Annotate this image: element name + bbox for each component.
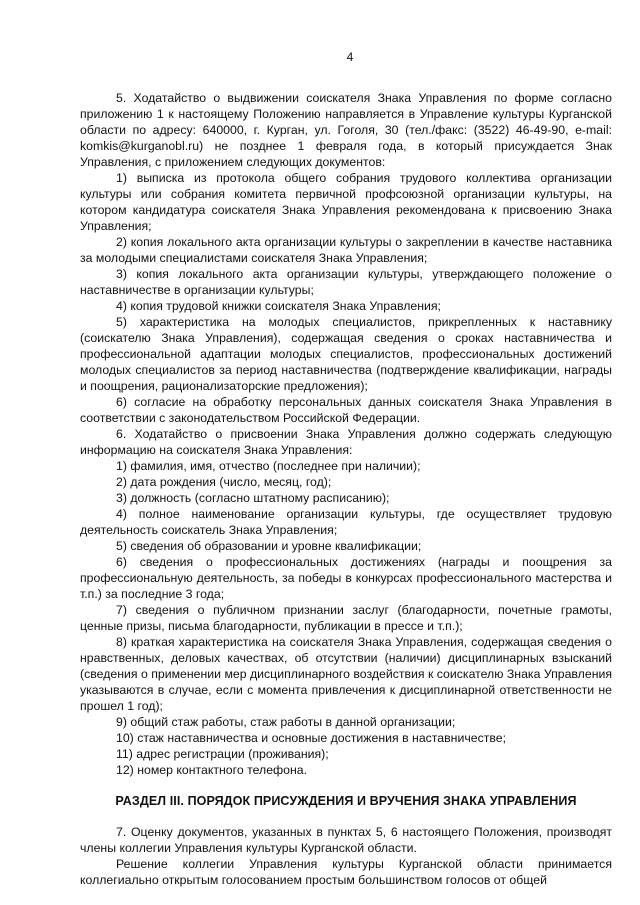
paragraph: 3) должность (согласно штатному расписанию); xyxy=(116,491,390,505)
paragraph: 1) фамилия, имя, отчество (последнее при наличии); xyxy=(116,459,421,473)
paragraph: 3) копия локального акта организации культуры, утверждающего положение о наставничестве в организации культуры; xyxy=(80,267,612,297)
paragraph: 2) дата рождения (число, месяц, год); xyxy=(116,475,332,489)
paragraph: 5. Ходатайство о выдвижении соискателя Знака Управления по форме согласно приложению 1 к настоящему Положению направляется в Управление культуры Курганской области по адресу: 640000, г. Курган, ул. Гоголя, 30 (тел./факс: (3522) 46-49-90, e-mail: komkis@kurganobl.ru) не позднее 1 февраля года, в который присуждается Знак Управления, с приложением следующих документов: xyxy=(80,91,612,169)
paragraph: 5) сведения об образовании и уровне квалификации; xyxy=(116,539,422,553)
paragraph: 5) характеристика на молодых специалистов, прикрепленных к наставнику (соискателю Знака Управления), содержащая сведения о сроках наставничества и профессиональной адаптации молодых специалистов, профессиональных достижений молодых специалистов за период наставничества (подтверждение квалификации, награды и поощрения, рационализаторские предложения); xyxy=(80,315,612,393)
paragraph: Решение коллегии Управления культуры Курганской области принимается коллегиально открытым голосованием простым большинством голосов от общей xyxy=(80,857,612,887)
paragraph: 12) номер контактного телефона. xyxy=(116,763,308,777)
paragraph: 4) копия трудовой книжки соискателя Знака Управления; xyxy=(116,299,441,313)
paragraph: 7. Оценку документов, указанных в пунктах 5, 6 настоящего Положения, производят члены коллегии Управления культуры Курганской области. xyxy=(80,825,612,855)
paragraph: 6) согласие на обработку персональных данных соискателя Знака Управления в соответствии с законодательством Российской Федерации. xyxy=(80,395,612,425)
page-number: 4 xyxy=(346,50,354,64)
paragraph: 10) стаж наставничества и основные достижения в наставничестве; xyxy=(116,731,507,745)
paragraph: 11) адрес регистрации (проживания); xyxy=(116,747,329,761)
paragraph: 9) общий стаж работы, стаж работы в данной организации; xyxy=(116,715,456,729)
section-heading: РАЗДЕЛ III. ПОРЯДОК ПРИСУЖДЕНИЯ И ВРУЧЕНИЯ ЗНАКА УПРАВЛЕНИЯ xyxy=(115,794,577,808)
section-body xyxy=(80,824,612,888)
paragraph: 7) сведения о публичном признании заслуг (благодарности, почетные грамоты, ценные призы, письма благодарности, публикации в прессе и т.п.); xyxy=(80,603,612,633)
paragraph: 1) выписка из протокола общего собрания трудового коллектива организации культуры или собрания комитета первичной профсоюзной организации культуры, на котором кандидатура соискателя Знака Управления рекомендована к присвоению Знака Управления; xyxy=(80,171,612,233)
document-body xyxy=(80,90,612,778)
paragraph: 6) сведения о профессиональных достижениях (награды и поощрения за профессиональную деятельность, за победы в конкурсах профессионального мастерства и т.п.) за последние 3 года; xyxy=(80,555,612,601)
paragraph: 8) краткая характеристика на соискателя Знака Управления, содержащая сведения о нравственных, деловых качествах, об отсутствии (наличии) дисциплинарных взысканий (сведения о применении мер дисциплинарного воздействия к соискателю Знака Управления указываются в случае, если с момента привлечения к дисциплинарной ответственности не прошел 1 год); xyxy=(80,635,613,713)
paragraph: 4) полное наименование организации культуры, где осуществляет трудовую деятельность соискатель Знака Управления; xyxy=(80,507,612,537)
paragraph: 6. Ходатайство о присвоении Знака Управления должно содержать следующую информацию на соискателя Знака Управления: xyxy=(80,427,612,457)
paragraph: 2) копия локального акта организации культуры о закреплении в качестве наставника за молодыми специалистами соискателя Знака Управления; xyxy=(80,235,612,265)
